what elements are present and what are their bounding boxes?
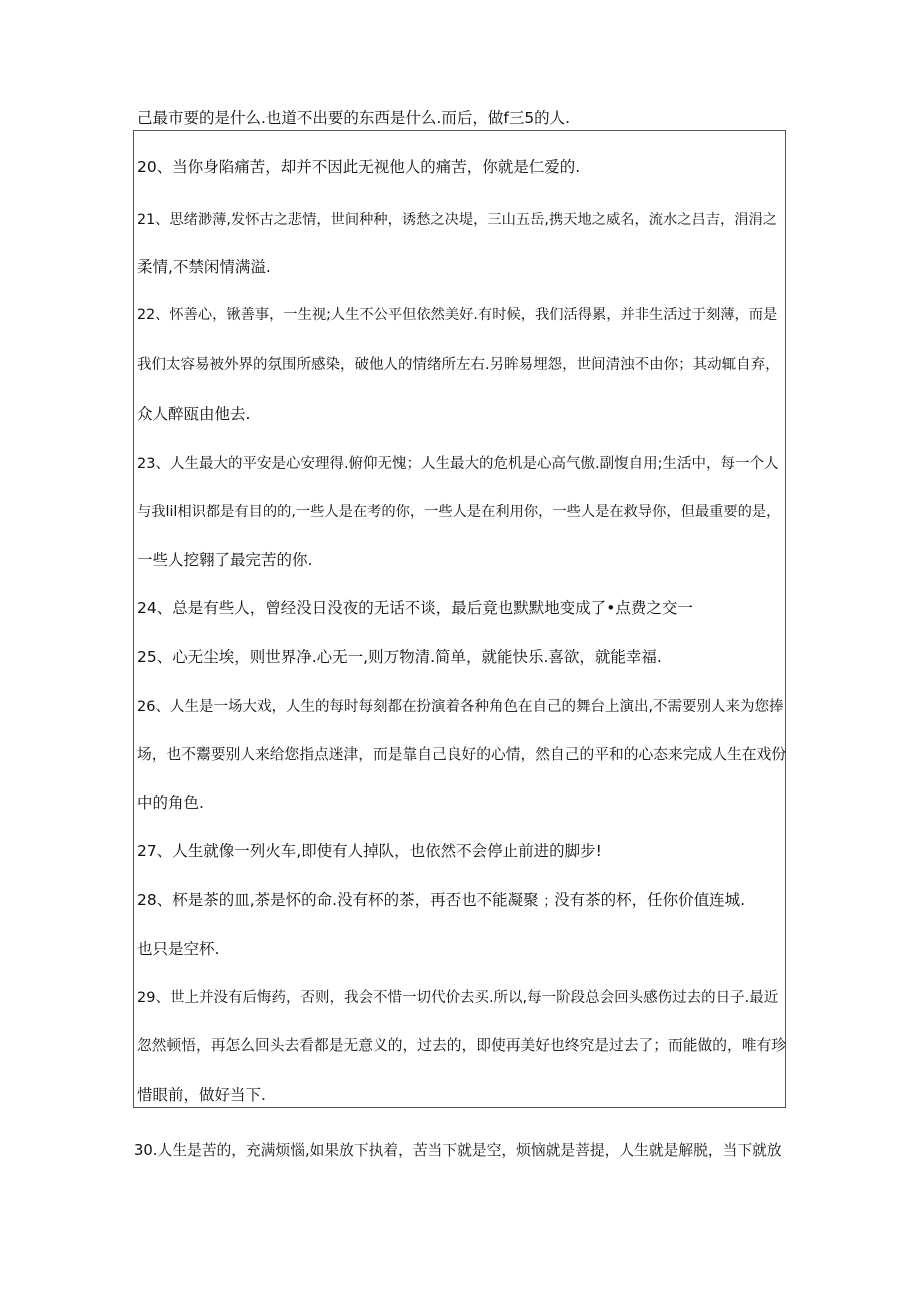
quote-line-26c: 中的角色.: [137, 794, 204, 812]
quote-line-23a: 23、人生最大的平安是心安理得.俯仰无愧；人生最大的危机是心高气傲.副愎自用;生活中，每一个人: [137, 456, 779, 472]
quote-line-25: 25、心无尘埃，则世界净.心无一,则万物清.简单，就能快乐.喜欲，就能幸福.: [137, 648, 662, 666]
quote-line-22b: 我们太容易被外界的氛围所感染，破他人的情绪所左右.另眸易埋怨，世间清浊不由你；其动辄自弃，: [137, 357, 780, 373]
quote-line-28b: 也只是空杯.: [137, 940, 220, 958]
quote-line-24: 24、总是有些人，曾经没日没夜的无话不谈，最后竟也默默地变成了•点费之交一: [137, 599, 693, 617]
quote-line-29c: 惜眼前，做好当下.: [137, 1086, 266, 1104]
quote-line-27: 27、人生就像一列火车,即使有人掉队，也依然不会停止前进的脚步!: [137, 842, 602, 860]
quote-line-28a: 28、杯是茶的皿,茶是怀的命.没有杯的茶，再否也不能凝聚﹔没有茶的杯，任你价值连城.: [137, 891, 746, 909]
bottom-text-line: 30.人生是苦的，充满烦惱,如果放下执着，苦当下就是空，烦恼就是菩提，人生就是解脱，当下就放: [134, 1142, 782, 1159]
top-text-line: 己最市要的是什么.也道不出要的东西是什么.而后，做f三5的人.: [137, 109, 571, 127]
quote-line-26a: 26、人生是一场大戏，人生的每时每刻都在扮演着各种角色在自己的舞台上演出,不需要别人来为您捧: [137, 699, 784, 715]
quote-line-29a: 29、世上并没有后悔药，否则，我会不惜一切代价去买.所以,每一阶段总会回头感伤过去的日子.最近: [137, 990, 779, 1006]
quote-line-22c: 众人醉瓯由他去.: [137, 405, 251, 423]
quote-line-22a: 22、怀善心，锹善事，一生视;人生不公平但依然美好.有时候，我们活得累，并非生活过于刻薄，而是: [137, 307, 778, 323]
quote-line-23b: 与我lil相识都是有目的的,一些人是在考的你，一些人是在利用你，一些人是在救导你，但最重要的是，: [137, 504, 781, 520]
quote-line-21a: 21、思绪渺薄,发怀古之悲情，世间种种，诱愁之决堤，三山五岳,携天地之威名，流水之吕吉，涓涓之: [137, 212, 777, 228]
quote-line-20: 20、当你身陷痛苦，却并不因此无视他人的痛苦，你就是仁爱的.: [137, 158, 581, 176]
quote-line-29b: 忽然顿悟，再怎么回头去看都是无意义的，过去的，即使再美好也终究是过去了；而能做的，唯有珍: [137, 1037, 786, 1054]
quote-line-26b: 场，也不鬻要别人来给您指点迷津，而是靠自己良好的心情，然自己的平和的心态来完成人生在戏份: [137, 746, 786, 763]
quote-line-23c: 一些人挖翱了最完苦的你.: [137, 551, 313, 569]
quote-line-21b: 柔情,不禁闲情满溢.: [137, 258, 271, 276]
